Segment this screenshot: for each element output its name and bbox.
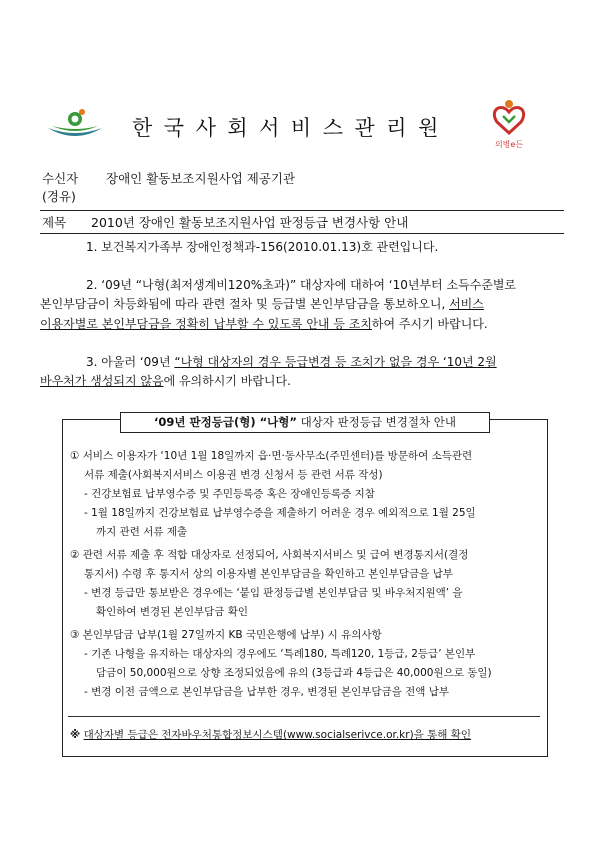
top-divider — [40, 210, 564, 211]
note-mark: ※ — [70, 729, 81, 741]
paragraph-3-text-2: 에 유의하시기 바랍니다. — [163, 374, 291, 388]
paragraph-2-line-3 — [40, 315, 488, 333]
paragraph-3-line-2 — [40, 372, 291, 390]
paragraph-3-underlined-2: 바우처가 생성되지 않음 — [40, 374, 164, 388]
recipient-label: 수신자 — [42, 171, 79, 186]
note-line — [70, 727, 471, 744]
step-3-line-2: - 기존 나형을 유지하는 대상자의 경우에도 ‘특례180, 특례120, 1등급, 2등급’ 본인부 — [84, 648, 476, 660]
step-2-line-1: ② 관련 서류 제출 후 적합 대상자로 선정되어, 사회복지서비스 및 급여 변경통지서(결정 — [70, 549, 469, 561]
paragraph-1: 1. 보건복지가족부 장애인정책과-156(2010.01.13)호 관련입니다. — [86, 240, 439, 254]
subject-value: 2010년 장애인 활동보조지원사업 판정등급 변경사항 안내 — [91, 215, 409, 230]
step-1-line-2: 서류 제출(사회복지서비스 이용권 변경 신청서 등 관련 서류 작성) — [84, 469, 383, 481]
heart-person-icon — [487, 98, 531, 136]
note-text: 대상자별 등급은 전자바우처통합정보시스템(www.socialserivce.or.kr)을 통해 확인 — [83, 729, 472, 741]
paragraph-3-line-1 — [86, 353, 497, 371]
step-2-line-2: 통지서) 수령 후 통지서 상의 이용자별 본인부담금을 확인하고 본인부담금을 납부 — [84, 568, 453, 580]
paragraph-2-underlined: 서비스 — [449, 297, 484, 311]
step-1-line-5: 까지 관련 서류 제출 — [96, 526, 188, 538]
box-title-rest: 대상자 판정등급 변경절차 안내 — [296, 415, 456, 429]
paragraph-2-line-2 — [40, 295, 484, 313]
step-1-line-3: - 건강보험료 납부영수증 및 주민등록증 혹은 장애인등록증 지참 — [84, 488, 375, 500]
city-logo-text: 의병e든 — [494, 140, 524, 149]
subject-label: 제목 — [42, 215, 67, 230]
step-2-line-4: 확인하여 변경된 본인부담금 확인 — [96, 606, 249, 618]
org-title: 한국사회서비스관리원 — [132, 116, 450, 140]
paragraph-3-underlined: “나형 대상자의 경우 등급변경 등 조치가 없을 경우 ‘10년 2월 — [174, 355, 497, 369]
step-3-line-1: ③ 본인부담금 납부(1월 27일까지 KB 국민은행에 납부) 시 유의사항 — [70, 629, 382, 641]
step-2-line-3: - 변경 등급만 통보받은 경우에는 ‘붙임 판정등급별 본인부담금 및 바우처지원액’ 을 — [84, 587, 463, 599]
subject-divider — [40, 233, 564, 234]
paragraph-2-line-1: 2. ‘09년 “나형(최저생계비120%초과)” 대상자에 대하여 ‘10년부터 소득수준별로 — [86, 278, 517, 292]
procedure-box-title — [120, 412, 490, 433]
step-3-line-4: - 변경 이전 금액으로 본인부담금을 납부한 경우, 변경된 본인부담금을 전액 납부 — [84, 686, 450, 698]
paragraph-2-underlined-2: 이용자별로 본인부담금을 정확히 납부할 수 있도록 안내 등 조치 — [40, 317, 372, 331]
recipient-value: 장애인 활동보조지원사업 제공기관 — [106, 171, 296, 186]
paragraph-2-text: 본인부담금이 차등화됨에 따라 관련 절차 및 등급별 본인부담금을 통보하오니, — [40, 297, 450, 311]
box-title-bold: ‘09년 판정등급(형) “나형” — [154, 415, 297, 429]
paragraph-3-text: 3. 아울러 ‘09년 — [86, 355, 175, 369]
step-3-line-3: 담금이 50,000원으로 상향 조정되었음에 유의 (3등급과 4등급은 40,000원으로 동일) — [96, 667, 492, 679]
city-logo — [487, 98, 531, 148]
org-logo-icon — [46, 106, 104, 142]
paragraph-2-text-2: 하여 주시기 바랍니다. — [371, 317, 488, 331]
step-1-line-4: - 1월 18일까지 건강보험료 납부영수증을 제출하기 어려운 경우 예외적으로 1월 25일 — [84, 507, 476, 519]
box-note-divider — [68, 716, 540, 717]
step-1-line-1: ① 서비스 이용자가 ‘10년 1월 18일까지 읍·면·동사무소(주민센터)를 방문하여 소득관련 — [70, 450, 473, 462]
via-label: (경유) — [42, 189, 76, 204]
